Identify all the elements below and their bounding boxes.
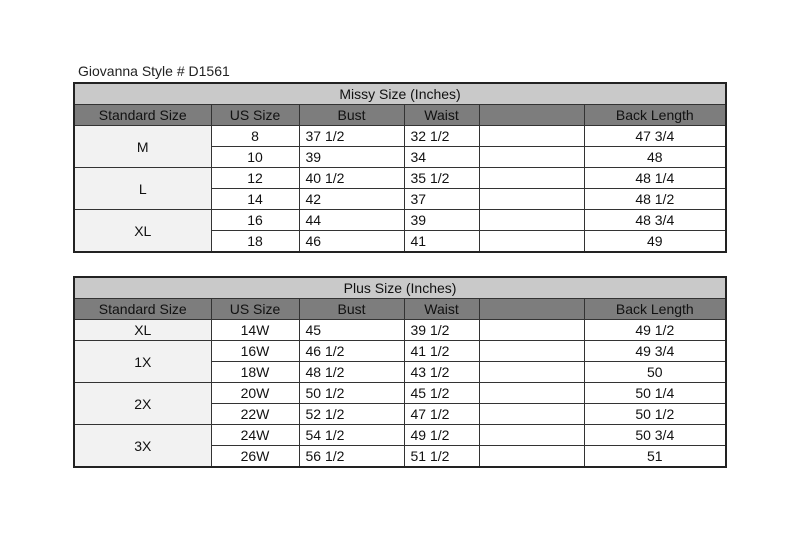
standard-size-cell: L <box>74 168 211 210</box>
bust-cell: 45 <box>299 320 404 341</box>
column-header: Waist <box>404 299 479 320</box>
bust-cell: 56 1/2 <box>299 446 404 468</box>
back-length-cell: 50 1/2 <box>584 404 726 425</box>
waist-cell: 45 1/2 <box>404 383 479 404</box>
bust-cell: 39 <box>299 147 404 168</box>
us-size-cell: 20W <box>211 383 299 404</box>
column-header: Bust <box>299 105 404 126</box>
standard-size-cell: XL <box>74 210 211 253</box>
document-title: Giovanna Style # D1561 <box>78 63 230 79</box>
table-caption-row <box>74 83 726 105</box>
back-length-cell: 48 1/2 <box>584 189 726 210</box>
blank-cell <box>479 425 584 446</box>
bust-cell: 42 <box>299 189 404 210</box>
table-row <box>74 126 726 147</box>
standard-size-cell: M <box>74 126 211 168</box>
blank-cell <box>479 362 584 383</box>
standard-size-cell: 1X <box>74 341 211 383</box>
standard-size-cell: 3X <box>74 425 211 468</box>
us-size-cell: 8 <box>211 126 299 147</box>
table-row <box>74 341 726 362</box>
us-size-cell: 16W <box>211 341 299 362</box>
column-header: Back Length <box>584 105 726 126</box>
waist-cell: 43 1/2 <box>404 362 479 383</box>
us-size-cell: 14W <box>211 320 299 341</box>
us-size-cell: 24W <box>211 425 299 446</box>
waist-cell: 47 1/2 <box>404 404 479 425</box>
us-size-cell: 14 <box>211 189 299 210</box>
us-size-cell: 10 <box>211 147 299 168</box>
bust-cell: 44 <box>299 210 404 231</box>
us-size-cell: 26W <box>211 446 299 468</box>
column-header: US Size <box>211 299 299 320</box>
us-size-cell: 22W <box>211 404 299 425</box>
missy-size-table <box>73 82 727 253</box>
blank-cell <box>479 126 584 147</box>
column-header <box>479 299 584 320</box>
bust-cell: 46 <box>299 231 404 253</box>
blank-cell <box>479 189 584 210</box>
standard-size-cell: XL <box>74 320 211 341</box>
standard-size-cell: 2X <box>74 383 211 425</box>
table-row <box>74 210 726 231</box>
bust-cell: 54 1/2 <box>299 425 404 446</box>
blank-cell <box>479 341 584 362</box>
back-length-cell: 49 <box>584 231 726 253</box>
back-length-cell: 51 <box>584 446 726 468</box>
waist-cell: 41 1/2 <box>404 341 479 362</box>
blank-cell <box>479 404 584 425</box>
table-header-row <box>74 105 726 126</box>
blank-cell <box>479 147 584 168</box>
column-header: Waist <box>404 105 479 126</box>
blank-cell <box>479 383 584 404</box>
column-header <box>479 105 584 126</box>
us-size-cell: 18W <box>211 362 299 383</box>
back-length-cell: 48 1/4 <box>584 168 726 189</box>
us-size-cell: 12 <box>211 168 299 189</box>
bust-cell: 52 1/2 <box>299 404 404 425</box>
bust-cell: 40 1/2 <box>299 168 404 189</box>
table-caption: Plus Size (Inches) <box>74 277 726 299</box>
table-header-row <box>74 299 726 320</box>
waist-cell: 51 1/2 <box>404 446 479 468</box>
blank-cell <box>479 231 584 253</box>
us-size-cell: 16 <box>211 210 299 231</box>
waist-cell: 41 <box>404 231 479 253</box>
column-header: Back Length <box>584 299 726 320</box>
back-length-cell: 48 <box>584 147 726 168</box>
waist-cell: 39 1/2 <box>404 320 479 341</box>
table-row <box>74 383 726 404</box>
bust-cell: 37 1/2 <box>299 126 404 147</box>
column-header: Standard Size <box>74 105 211 126</box>
table-row <box>74 320 726 341</box>
back-length-cell: 49 1/2 <box>584 320 726 341</box>
column-header: Standard Size <box>74 299 211 320</box>
blank-cell <box>479 446 584 468</box>
table-caption-row <box>74 277 726 299</box>
blank-cell <box>479 210 584 231</box>
waist-cell: 35 1/2 <box>404 168 479 189</box>
back-length-cell: 49 3/4 <box>584 341 726 362</box>
table-row <box>74 425 726 446</box>
back-length-cell: 47 3/4 <box>584 126 726 147</box>
table-caption: Missy Size (Inches) <box>74 83 726 105</box>
bust-cell: 48 1/2 <box>299 362 404 383</box>
back-length-cell: 50 <box>584 362 726 383</box>
back-length-cell: 50 1/4 <box>584 383 726 404</box>
column-header: Bust <box>299 299 404 320</box>
blank-cell <box>479 320 584 341</box>
column-header: US Size <box>211 105 299 126</box>
back-length-cell: 50 3/4 <box>584 425 726 446</box>
back-length-cell: 48 3/4 <box>584 210 726 231</box>
plus-size-table <box>73 276 727 468</box>
waist-cell: 34 <box>404 147 479 168</box>
blank-cell <box>479 168 584 189</box>
bust-cell: 50 1/2 <box>299 383 404 404</box>
waist-cell: 37 <box>404 189 479 210</box>
table-row <box>74 168 726 189</box>
waist-cell: 49 1/2 <box>404 425 479 446</box>
us-size-cell: 18 <box>211 231 299 253</box>
waist-cell: 32 1/2 <box>404 126 479 147</box>
waist-cell: 39 <box>404 210 479 231</box>
bust-cell: 46 1/2 <box>299 341 404 362</box>
